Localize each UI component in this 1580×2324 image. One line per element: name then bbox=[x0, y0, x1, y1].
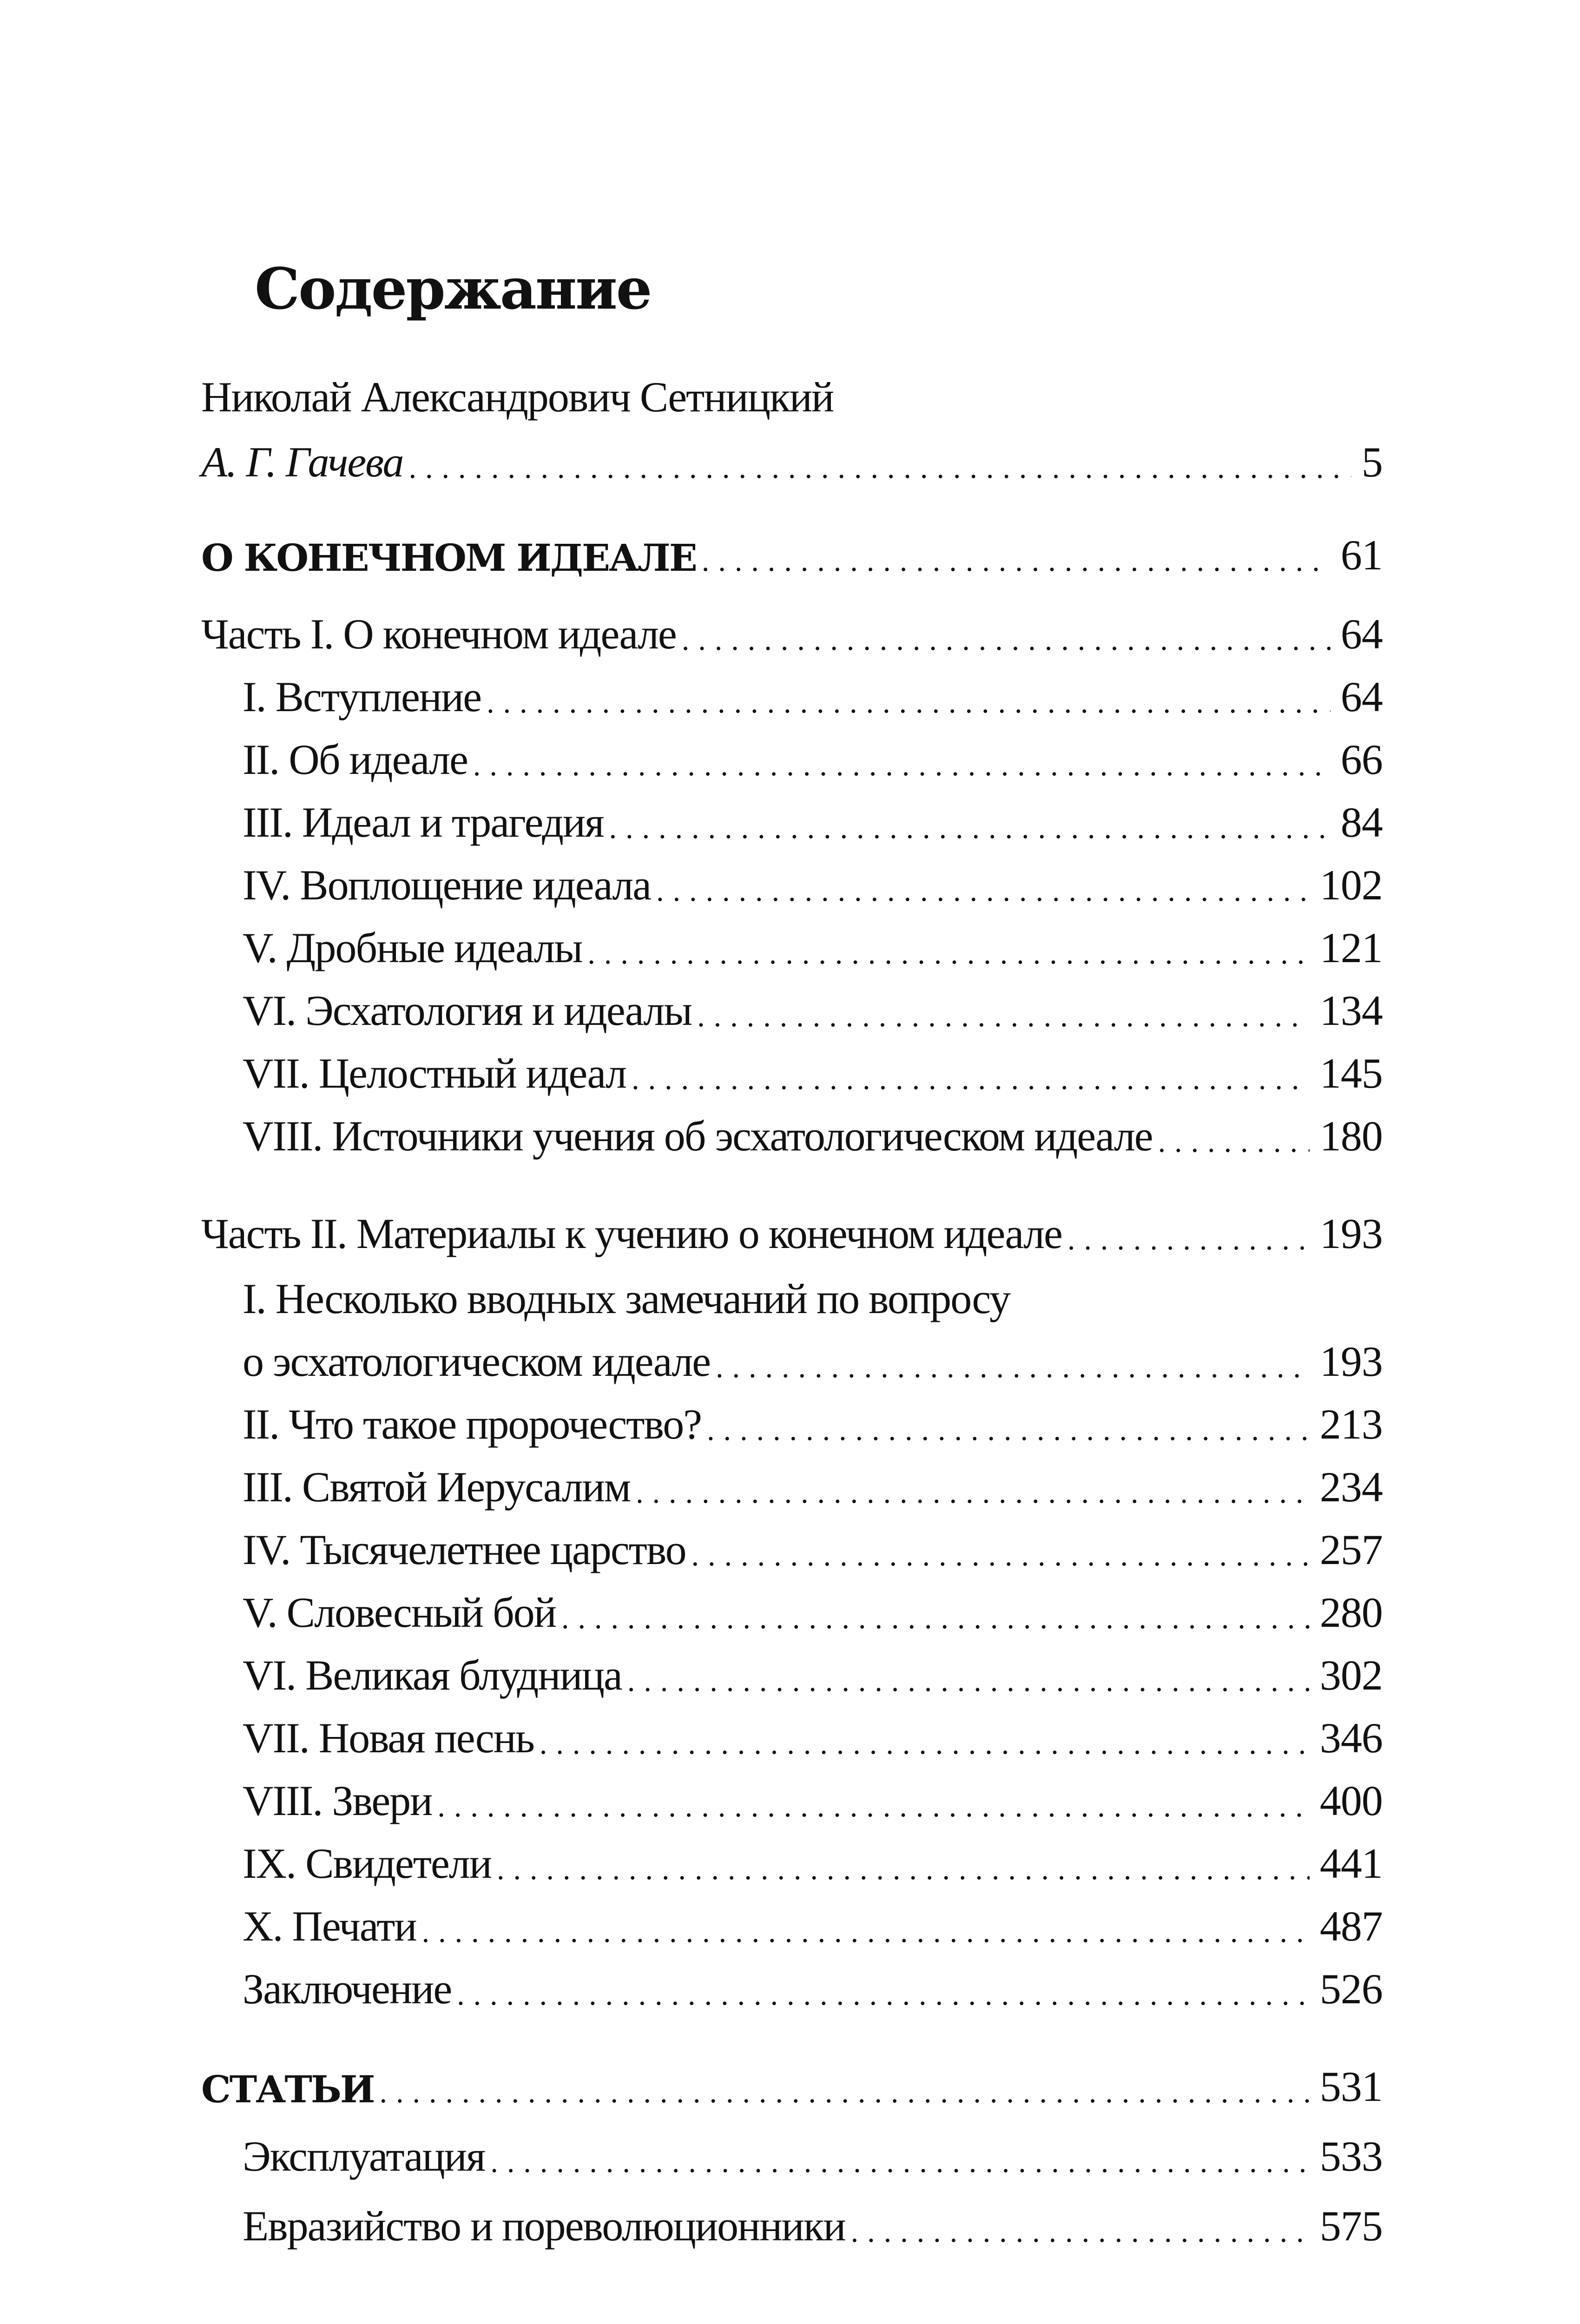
toc-entry-chapter[interactable] bbox=[243, 967, 1382, 1032]
toc-page-number: 213 bbox=[1320, 1400, 1382, 1448]
toc-entry-chapter[interactable] bbox=[243, 1569, 1382, 1634]
toc-page-number: 66 bbox=[1341, 736, 1382, 783]
toc-entry-label: Заключение bbox=[243, 1965, 452, 2013]
toc-entry-chapter[interactable] bbox=[243, 1506, 1382, 1571]
toc-page-number: 64 bbox=[1341, 673, 1382, 720]
dot-leader bbox=[540, 1729, 1310, 1759]
dot-leader bbox=[682, 625, 1330, 655]
dot-leader bbox=[587, 938, 1310, 969]
dot-leader bbox=[497, 1854, 1310, 1885]
toc-entry-article[interactable] bbox=[243, 2113, 1382, 2178]
dot-leader bbox=[437, 1791, 1310, 1822]
page-title: Содержание bbox=[255, 255, 651, 322]
dot-leader bbox=[702, 546, 1330, 576]
toc-entry-label: СТАТЬИ bbox=[201, 2067, 374, 2111]
toc-entry-chapter[interactable] bbox=[243, 1631, 1382, 1697]
toc-entry-label: IV. Воплощение идеала bbox=[243, 861, 651, 909]
dot-leader bbox=[1067, 1224, 1310, 1255]
toc-entry-label: Часть I. О конечном идеале bbox=[201, 610, 676, 658]
toc-page-number: 102 bbox=[1320, 861, 1382, 909]
toc-page-number: 84 bbox=[1341, 799, 1382, 846]
toc-entry-intro-author[interactable] bbox=[201, 418, 1382, 486]
toc-entry-chapter[interactable] bbox=[243, 779, 1382, 844]
toc-entry-chapter[interactable] bbox=[243, 904, 1382, 969]
toc-page-number: 234 bbox=[1320, 1463, 1382, 1511]
toc-entry-label: Евразийство и пореволюционники bbox=[243, 2202, 845, 2250]
toc-entry-label: О КОНЕЧНОМ ИДЕАЛЕ bbox=[201, 536, 696, 580]
toc-page-number: 193 bbox=[1320, 1210, 1382, 1257]
dot-leader bbox=[380, 2077, 1310, 2108]
toc-page-number: 400 bbox=[1320, 1777, 1382, 1824]
toc-page-number: 487 bbox=[1320, 1902, 1382, 1950]
dot-leader bbox=[707, 1415, 1310, 1446]
toc-entry-article[interactable] bbox=[243, 2182, 1382, 2250]
dot-leader bbox=[487, 687, 1330, 718]
toc-entry-label: Николай Александрович Сетницкий bbox=[201, 373, 834, 421]
toc-entry-chapter[interactable] bbox=[243, 1030, 1382, 1095]
toc-entry-chapter[interactable] bbox=[243, 1757, 1382, 1822]
toc-page-number: 575 bbox=[1320, 2202, 1382, 2250]
toc-entry-chapter[interactable] bbox=[243, 1945, 1382, 2013]
dot-leader bbox=[697, 1001, 1310, 1032]
toc-entry-section[interactable] bbox=[201, 2043, 1382, 2111]
toc-entry-chapter[interactable] bbox=[243, 841, 1382, 909]
toc-entry-chapter[interactable] bbox=[243, 1092, 1382, 1160]
toc-entry-label: X. Печати bbox=[243, 1902, 416, 1950]
toc-page-number: 526 bbox=[1320, 1965, 1382, 2013]
toc-entry-chapter[interactable] bbox=[243, 653, 1382, 718]
toc-entry-label: V. Дробные идеалы bbox=[243, 924, 582, 971]
toc-entry-label: IX. Свидетели bbox=[243, 1840, 491, 1887]
dot-leader bbox=[627, 1666, 1310, 1697]
toc-entry-label: Часть II. Материалы к учению о конечном идеале bbox=[201, 1210, 1062, 1257]
toc-page-number: 134 bbox=[1320, 987, 1382, 1034]
toc-entry-section[interactable] bbox=[201, 511, 1382, 580]
toc-entry-label: IV. Тысячелетнее царство bbox=[243, 1526, 686, 1573]
dot-leader bbox=[490, 2147, 1310, 2178]
toc-entry-chapter[interactable] bbox=[243, 1443, 1382, 1511]
toc-entry-label: III. Святой Иерусалим bbox=[243, 1463, 631, 1511]
toc-entry-intro-title bbox=[201, 353, 834, 421]
dot-leader bbox=[851, 2217, 1310, 2247]
toc-page-number: 64 bbox=[1341, 610, 1382, 658]
dot-leader bbox=[408, 453, 1351, 483]
dot-leader bbox=[632, 1064, 1310, 1095]
toc-entry-label: I. Несколько вводных замечаний по вопросу bbox=[243, 1275, 1010, 1322]
toc-entry-chapter[interactable] bbox=[243, 1318, 1382, 1383]
toc-page-number: 5 bbox=[1362, 438, 1382, 486]
toc-entry-label: II. Об идеале bbox=[243, 736, 467, 783]
toc-entry-chapter[interactable] bbox=[243, 1380, 1382, 1446]
toc-entry-label: VIII. Источники учения об эсхатологическом идеале bbox=[243, 1112, 1152, 1160]
dot-leader bbox=[656, 876, 1310, 906]
toc-page-number: 533 bbox=[1320, 2133, 1382, 2180]
toc-entry-chapter[interactable] bbox=[243, 1820, 1382, 1885]
toc-entry-label: VI. Эсхатология и идеалы bbox=[243, 987, 692, 1034]
toc-entry-label: II. Что такое пророчество? bbox=[243, 1400, 702, 1448]
toc-entry-part[interactable] bbox=[201, 1190, 1382, 1255]
toc-page-number: 145 bbox=[1320, 1050, 1382, 1097]
dot-leader bbox=[716, 1352, 1310, 1383]
toc-entry-label: I. Вступление bbox=[243, 673, 481, 720]
toc-page-number: 280 bbox=[1320, 1589, 1382, 1636]
toc-entry-label: о эсхатологическом идеале bbox=[243, 1338, 711, 1385]
toc-page-number: 180 bbox=[1320, 1112, 1382, 1160]
toc-entry-label: VII. Целостный идеал bbox=[243, 1050, 626, 1097]
toc-entry-label: VI. Великая блудница bbox=[243, 1651, 622, 1699]
toc-entry-label: VIII. Звери bbox=[243, 1777, 432, 1824]
toc-entry-label: А. Г. Гачева bbox=[201, 438, 403, 486]
toc-page-number: 302 bbox=[1320, 1651, 1382, 1699]
dot-leader bbox=[457, 1980, 1310, 2010]
toc-page-number: 441 bbox=[1320, 1840, 1382, 1887]
dot-leader bbox=[422, 1917, 1310, 1948]
toc-page-number: 193 bbox=[1320, 1338, 1382, 1385]
toc-entry-label: VII. Новая песнь bbox=[243, 1714, 534, 1762]
toc-page-number: 531 bbox=[1320, 2063, 1382, 2110]
toc-entry-chapter[interactable] bbox=[243, 716, 1382, 781]
toc-page-number: 257 bbox=[1320, 1526, 1382, 1573]
toc-entry-label: Эксплуатация bbox=[243, 2133, 485, 2180]
toc-page-number: 121 bbox=[1320, 924, 1382, 971]
toc-entry-chapter[interactable] bbox=[243, 1882, 1382, 1948]
dot-leader bbox=[473, 750, 1330, 781]
toc-page-number: 346 bbox=[1320, 1714, 1382, 1762]
dot-leader bbox=[691, 1540, 1310, 1571]
toc-entry-chapter-first-line bbox=[243, 1255, 1010, 1320]
toc-page-number: 61 bbox=[1341, 531, 1382, 579]
toc-entry-label: III. Идеал и трагедия bbox=[243, 799, 604, 846]
toc-entry-part[interactable] bbox=[201, 590, 1382, 658]
toc-entry-chapter[interactable] bbox=[243, 1694, 1382, 1762]
dot-leader bbox=[636, 1478, 1310, 1508]
dot-leader bbox=[561, 1603, 1310, 1634]
dot-leader bbox=[1158, 1127, 1310, 1157]
dot-leader bbox=[609, 813, 1330, 844]
toc-entry-label: V. Словесный бой bbox=[243, 1589, 556, 1636]
